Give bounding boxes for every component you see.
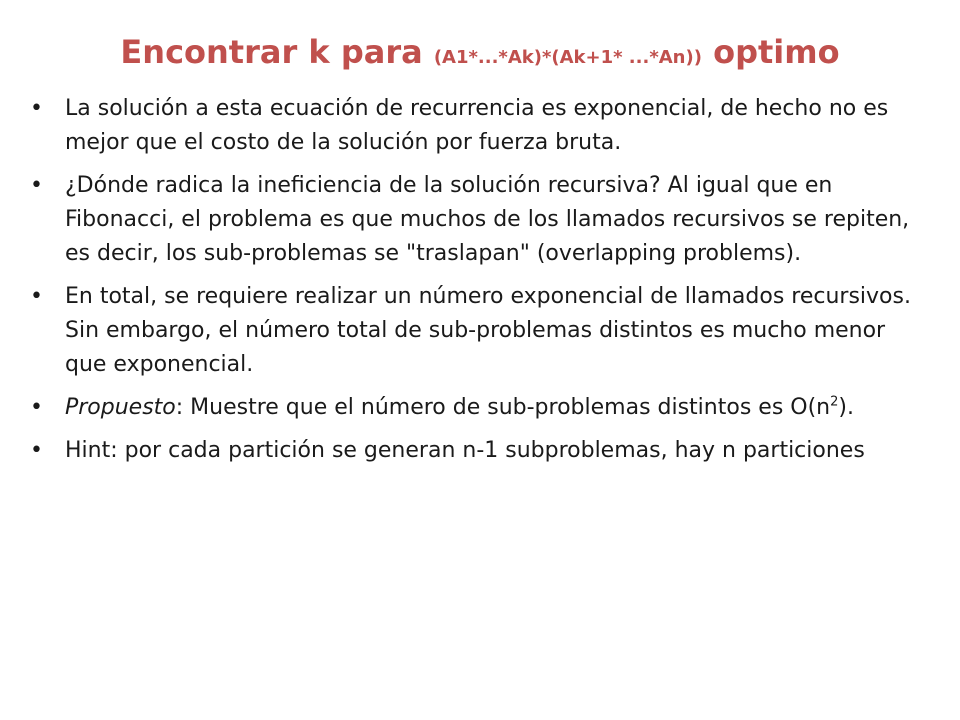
title-suffix: optimo (701, 33, 840, 71)
bullet-icon: • (30, 395, 43, 420)
bullet-item (30, 391, 930, 425)
bullet-list (30, 92, 930, 477)
bullet-text: : Muestre que el número de sub-problemas distintos es O(n (175, 395, 831, 420)
bullet-item (30, 92, 930, 160)
exponent: 2 (830, 394, 839, 410)
slide-title (0, 28, 960, 82)
title-expression: (A1*...*Ak)*(Ak+1* ...*An)) (433, 47, 702, 68)
bullet-text: ¿Dónde radica la ineficiencia de la solución recursiva? Al igual que en Fibonacci, el problema es que muchos de los llamados recursivos se repiten, es decir, los sub-problemas se "traslapan" (overlapping problems). (65, 173, 910, 266)
bullet-text-tail: ). (838, 395, 854, 420)
bullet-emphasis: Propuesto (65, 395, 176, 420)
bullet-text: La solución a esta ecuación de recurrencia es exponencial, de hecho no es mejor que el costo de la solución por fuerza bruta. (65, 96, 889, 155)
bullet-icon: • (30, 438, 43, 463)
bullet-icon: • (30, 96, 43, 121)
bullet-icon: • (30, 173, 43, 198)
bullet-icon: • (30, 284, 43, 309)
bullet-text: Hint: por cada partición se generan n-1 subproblemas, hay n particiones (65, 438, 865, 463)
title-text: Encontrar k para (120, 33, 434, 71)
bullet-item (30, 169, 930, 271)
bullet-item (30, 434, 930, 468)
bullet-item (30, 280, 930, 382)
bullet-text: En total, se requiere realizar un número exponencial de llamados recursivos. Sin embargo, el número total de sub-problemas distintos es mucho menor que exponencial. (65, 284, 911, 377)
